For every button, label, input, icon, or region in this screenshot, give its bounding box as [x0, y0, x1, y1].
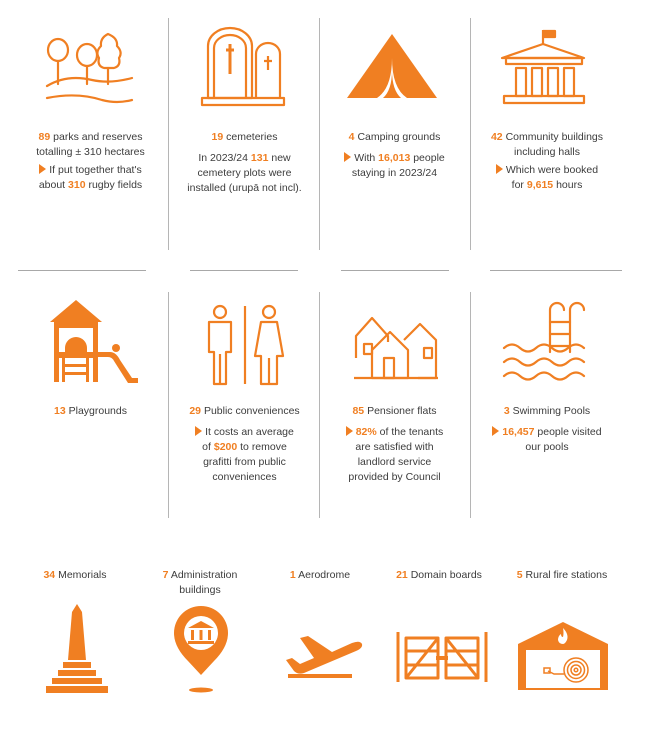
swimming-pool-icon — [498, 300, 592, 390]
playground-icon — [48, 298, 138, 386]
row-divider — [341, 270, 449, 271]
stat-administration-buildings: 7 Administration buildings — [162, 569, 238, 596]
stat-playgrounds: 13 Playgrounds — [54, 405, 127, 417]
column-divider — [319, 292, 320, 518]
administration-building-pin-icon — [170, 604, 232, 694]
arrow-icon — [195, 426, 202, 436]
column-divider — [168, 18, 169, 250]
row-divider — [18, 270, 146, 271]
stat-parks: 89 parks and reserves totalling ± 310 hectares If put together that's about 310 rugby fields — [36, 131, 145, 191]
row-divider — [490, 270, 622, 271]
gate-icon — [394, 628, 490, 684]
column-divider — [168, 292, 169, 518]
tent-icon — [347, 34, 437, 108]
column-divider — [319, 18, 320, 250]
community-building-icon — [500, 28, 590, 108]
stat-swimming-pools: 3 Swimming Pools 16,457 people visited our pools — [472, 404, 622, 455]
stat-public-conveniences: 29 Public conveniences It costs an average of $200 to remove grafitti from public conveniences — [189, 405, 300, 483]
gravestones-icon — [198, 28, 288, 108]
stat-cemeteries: 19 cemeteries In 2023/24 131 new cemetery plots were installed (urupā not incl). — [187, 131, 302, 194]
stat-pensioner-flats: 85 Pensioner flats 82% of the tenants are satisfied with landlord service provided by Council — [322, 404, 467, 485]
aeroplane-departure-icon — [282, 626, 362, 682]
row-divider — [190, 270, 298, 271]
trees-icon — [45, 28, 135, 108]
column-divider — [470, 18, 471, 250]
stat-community-buildings: 42 Community buildings including halls Which were booked for 9,615 hours — [490, 131, 604, 191]
stat-aerodrome: 1 Aerodrome — [289, 569, 351, 581]
column-divider — [470, 292, 471, 518]
arrow-icon — [346, 426, 353, 436]
stat-domain-boards: 21 Domain boards — [396, 569, 482, 581]
fire-station-icon — [516, 620, 610, 692]
stat-rural-fire-stations: 5 Rural fire stations — [516, 569, 608, 581]
houses-icon — [352, 314, 440, 382]
stat-camping: 4 Camping grounds With 16,013 people staying in 2023/24 — [322, 130, 467, 181]
arrow-icon — [492, 426, 499, 436]
memorial-obelisk-icon — [44, 604, 110, 696]
arrow-icon — [39, 164, 46, 174]
arrow-icon — [496, 164, 503, 174]
public-toilets-icon — [203, 304, 287, 386]
stat-memorials: 34 Memorials — [43, 569, 107, 581]
arrow-icon — [344, 152, 351, 162]
